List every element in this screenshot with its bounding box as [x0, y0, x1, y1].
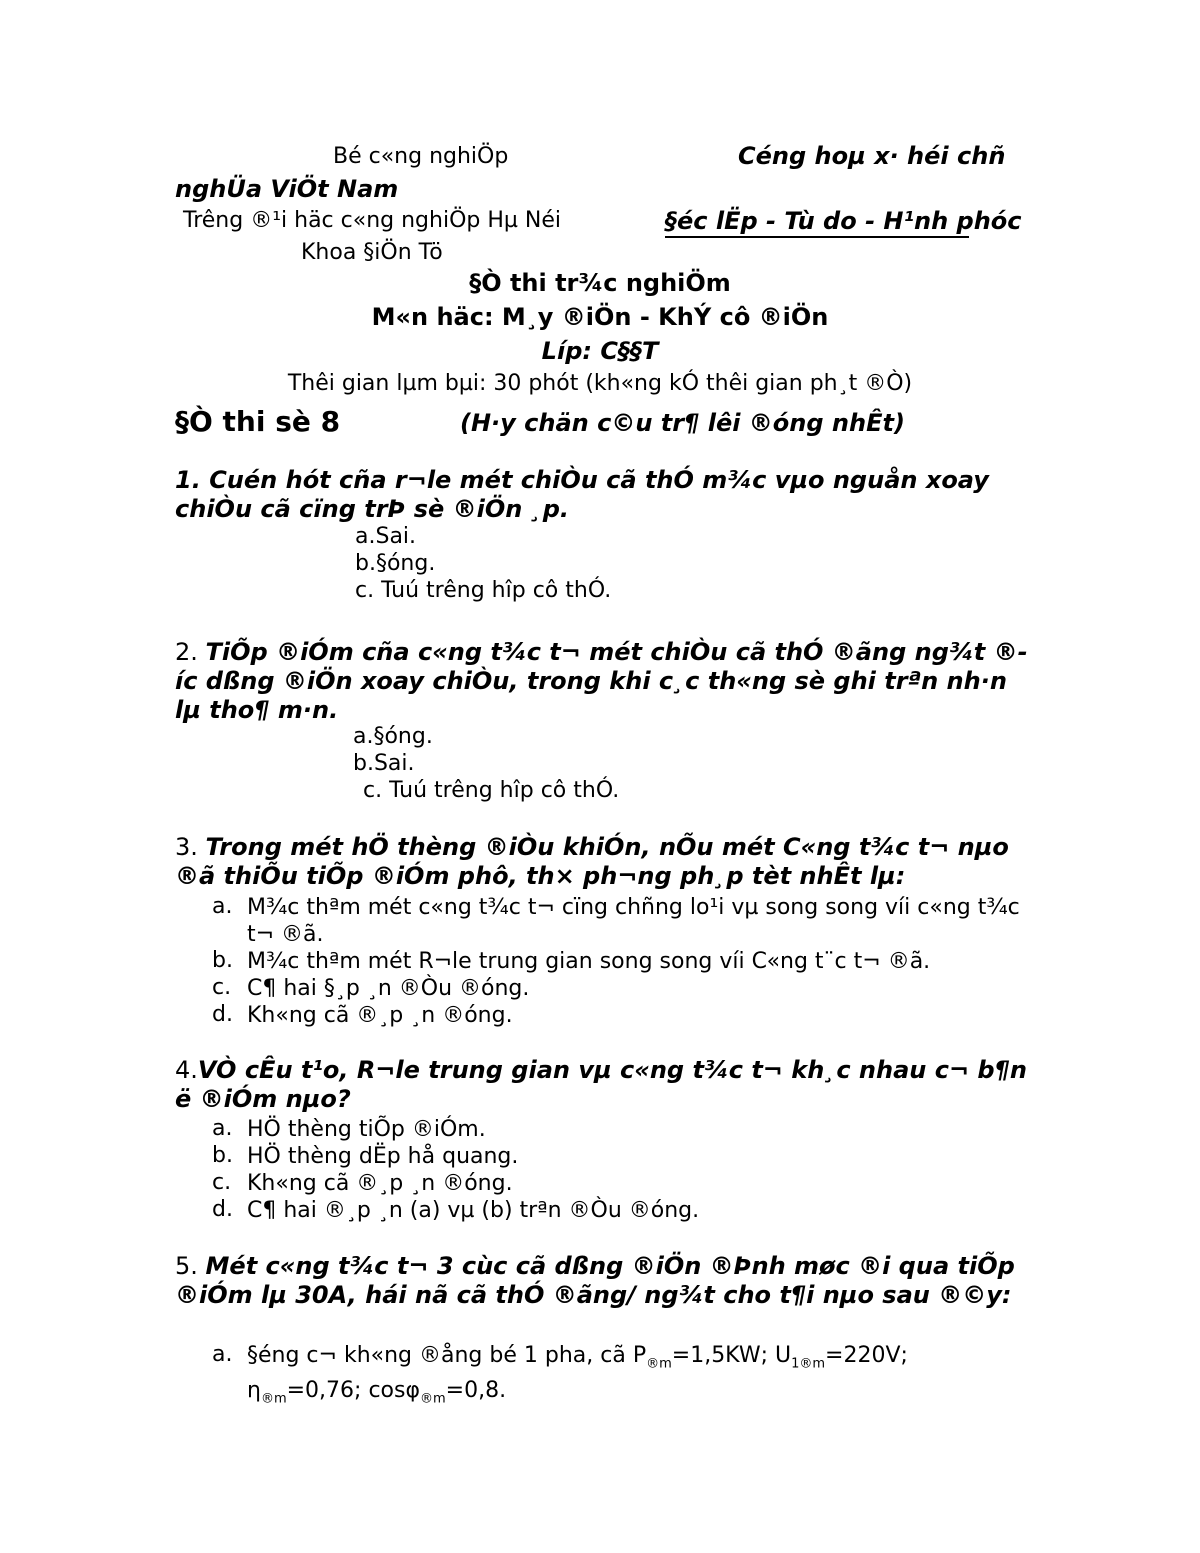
q5-option-a[interactable] — [247, 1342, 1047, 1413]
q1-option-b[interactable]: b.§óng. — [355, 551, 436, 576]
q4-option-d[interactable]: C¶ hai ®¸p ¸n (a) vµ (b) trªn ®Òu ®óng. — [247, 1198, 700, 1223]
q5-a-sub-2: 1®m — [791, 1356, 826, 1372]
faculty-name: Khoa §iÖn Tö — [301, 240, 443, 265]
exam-number: §Ò thi sè 8 — [175, 405, 341, 438]
exam-instruction: (H·y chän c©u tr¶ lêi ®óng nhÊt) — [460, 409, 905, 437]
q3-option-c[interactable]: C¶ hai §¸p ¸n ®Òu ®óng. — [247, 976, 530, 1001]
q5-option-a-letter: a. — [212, 1342, 233, 1367]
q5-a-text-3: =220V; — [825, 1343, 908, 1368]
question-text: TiÕp ®iÓm cña c«ng t¾c t¬ mét chiÒu cã thÓ ®ãng ng¾t ®íc dßng ®iÖn xoay chiÒu, trong khi c¸c th«ng sè ghi trªn nh·n lµ tho¶ m·n. — [175, 638, 1028, 724]
q5-a-text-6: =0,8. — [445, 1378, 507, 1404]
q4-option-a-letter: a. — [212, 1116, 233, 1141]
q3-option-b-letter: b. — [212, 948, 233, 973]
question-3 — [175, 833, 1035, 891]
q1-option-c[interactable]: c. Tuú trêng hîp cô thÓ. — [355, 578, 612, 603]
q5-a-text-4: η — [247, 1378, 261, 1404]
question-5 — [175, 1252, 1035, 1310]
q3-option-d[interactable]: Kh«ng cã ®¸p ¸n ®óng. — [247, 1003, 513, 1028]
motto-underline — [665, 236, 969, 238]
q5-a-text-5: =0,76; cosφ — [286, 1378, 420, 1404]
question-text: Cuén hót cña r¬le mét chiÒu cã thÓ m¾c vµo nguån xoay chiÒu cã cïng trÞ sè ®iÖn ¸p. — [175, 466, 989, 523]
q5-a-text-1: §éng c¬ kh«ng ®ång bé 1 pha, cã P — [247, 1343, 647, 1368]
question-number: 5. — [175, 1252, 198, 1280]
q5-a-sub-4: ®m — [419, 1391, 446, 1407]
question-number: 1. — [175, 466, 201, 494]
exam-subject: M«n häc: M¸y ®iÖn - KhÝ cô ®iÖn — [371, 303, 829, 331]
q5-a-text-2: =1,5KW; U — [671, 1343, 792, 1368]
question-4 — [175, 1056, 1035, 1114]
q3-option-b[interactable]: M¾c thªm mét R¬le trung gian song song víi C«ng t¨c t¬ ®ã. — [247, 949, 931, 974]
question-2 — [175, 638, 1035, 725]
q5-a-sub-3: ®m — [260, 1391, 287, 1407]
q2-option-a[interactable]: a.§óng. — [353, 724, 433, 749]
question-number: 3. — [175, 833, 198, 861]
q3-option-a[interactable]: M¾c thªm mét c«ng t¾c t¬ cïng chñng lo¹i vµ song song víi c«ng t¾c t¬ ®ã. — [247, 895, 1020, 947]
exam-title: §Ò thi tr¾c nghiÖm — [469, 269, 731, 297]
question-number: 4. — [175, 1056, 198, 1084]
q4-option-b-letter: b. — [212, 1143, 233, 1168]
q4-option-a[interactable]: HÖ thèng tiÕp ®iÓm. — [247, 1117, 486, 1142]
q3-option-a-letter: a. — [212, 894, 233, 919]
school-name: Trêng ®¹i häc c«ng nghiÖp Hµ Néi — [183, 208, 561, 233]
question-text: Mét c«ng t¾c t¬ 3 cùc cã dßng ®iÖn ®Þnh møc ®i qua tiÕp ®iÓm lµ 30A, hái nã cã thÓ ®ãng/ ng¾t cho t¶i nµo sau ®©y: — [175, 1252, 1015, 1309]
exam-class: Líp: C§§T — [541, 337, 659, 365]
q4-option-c-letter: c. — [212, 1170, 232, 1195]
exam-duration: Thêi gian lµm bµi: 30 phót (kh«ng kÓ thêi gian ph¸t ®Ò) — [287, 371, 913, 396]
q2-option-b[interactable]: b.Sai. — [353, 751, 415, 776]
republic-line-1: Céng hoµ x· héi chñ — [738, 142, 1006, 170]
q4-option-d-letter: d. — [212, 1197, 233, 1222]
question-number: 2. — [175, 638, 198, 666]
q3-option-c-letter: c. — [212, 975, 232, 1000]
q4-option-c[interactable]: Kh«ng cã ®¸p ¸n ®óng. — [247, 1171, 513, 1196]
question-text: VÒ cÊu t¹o, R¬le trung gian vµ c«ng t¾c t¬ kh¸c nhau c¬ b¶n ë ®iÓm nµo? — [175, 1056, 1027, 1113]
national-motto: §éc lËp - Tù do - H¹nh phóc — [665, 207, 1022, 235]
republic-line-2: nghÜa ViÖt Nam — [175, 175, 399, 203]
q1-option-a[interactable]: a.Sai. — [355, 524, 417, 549]
question-text: Trong mét hÖ thèng ®iÒu khiÓn, nÕu mét C«ng t¾c t¬ nµo ®ã thiÕu tiÕp ®iÓm phô, th× ph¬ng ph¸p tèt nhÊt lµ: — [175, 833, 1009, 890]
ministry-name: Bé c«ng nghiÖp — [333, 144, 509, 169]
question-1 — [175, 466, 1035, 524]
q5-a-sub-1: ®m — [646, 1356, 672, 1372]
q3-option-d-letter: d. — [212, 1002, 233, 1027]
q2-option-c[interactable]: c. Tuú trêng hîp cô thÓ. — [363, 778, 620, 803]
q4-option-b[interactable]: HÖ thèng dËp hå quang. — [247, 1144, 519, 1169]
